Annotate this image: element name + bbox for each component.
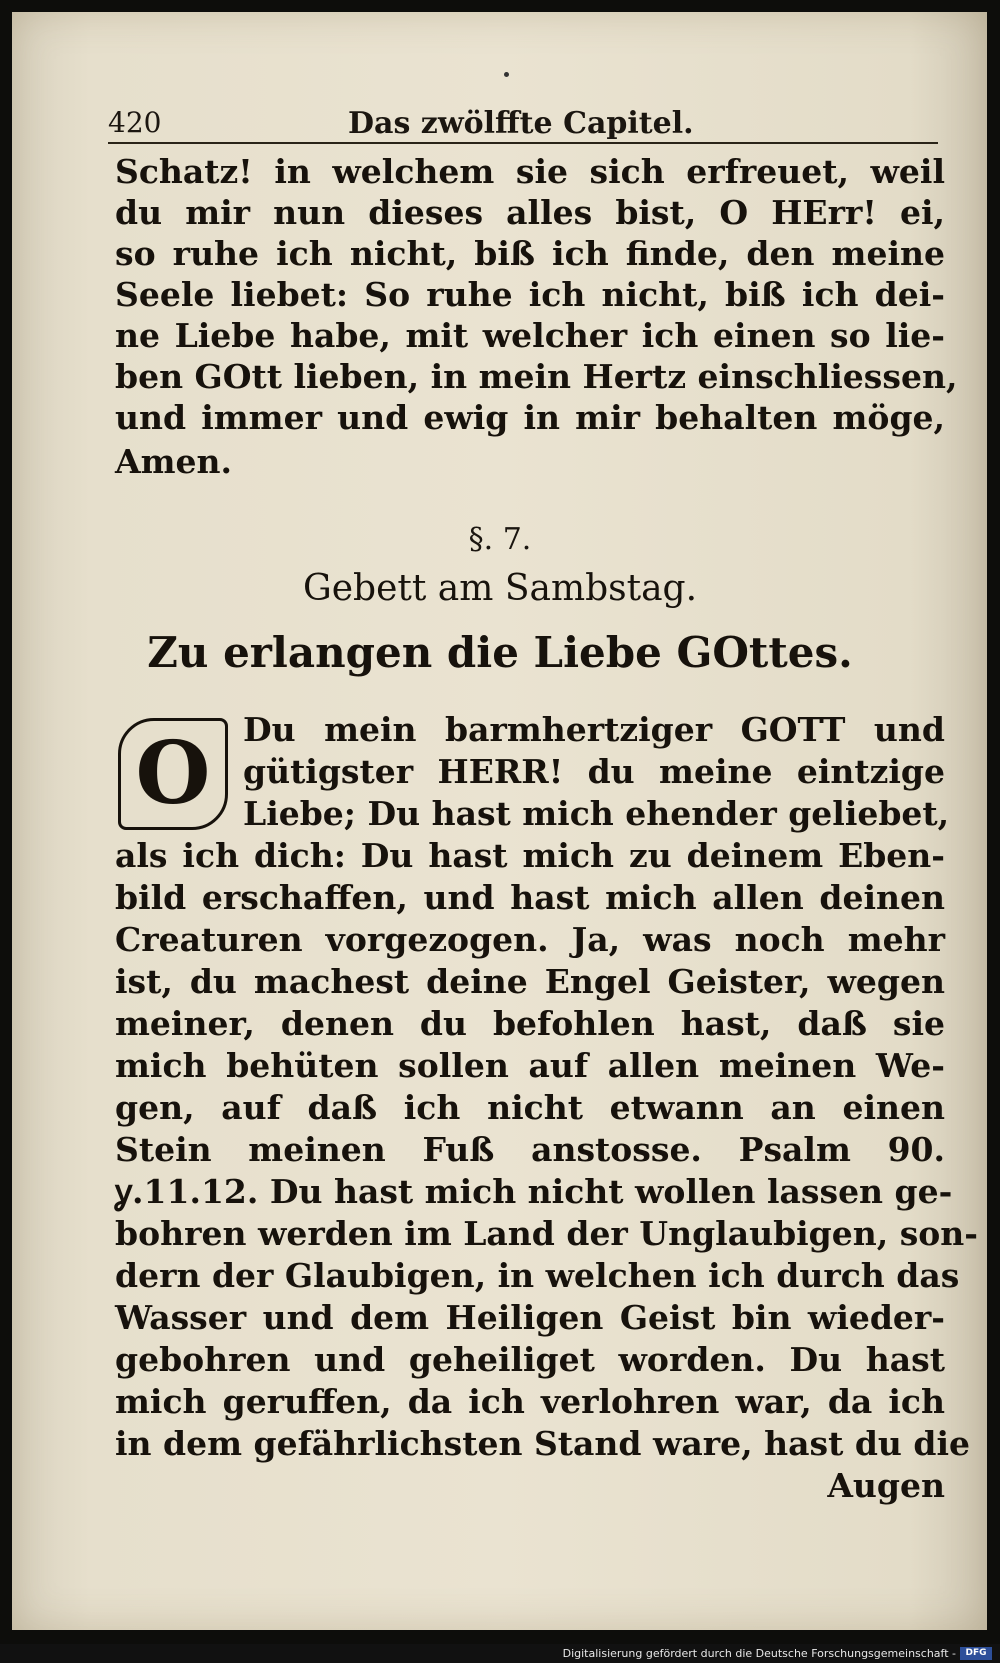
text-line: Du mein barmhertziger GOTT und bbox=[243, 710, 945, 749]
text-line: Wasser und dem Heiligen Geist bin wieder- bbox=[115, 1298, 945, 1337]
footer-credit: Digitalisierung gefördert durch die Deutsche Forschungsgemeinschaft - bbox=[562, 1647, 956, 1660]
text-line: dern der Glaubigen, in welchen ich durch das bbox=[115, 1256, 960, 1295]
text-line: Amen. bbox=[115, 442, 232, 481]
text-line: mich behüten sollen auf allen meinen We- bbox=[115, 1046, 945, 1085]
text-line: Schatz! in welchem sie sich erfreuet, weil bbox=[115, 152, 945, 191]
text-line: ne Liebe habe, mit welcher ich einen so lie- bbox=[115, 316, 945, 355]
text-line: gütigster HERR! du meine eintzige bbox=[243, 752, 945, 791]
text-line: ben GOtt lieben, in mein Hertz einschliessen, bbox=[115, 357, 958, 396]
section-number: §. 7. bbox=[468, 522, 532, 557]
text-line: Liebe; Du hast mich ehender geliebet, bbox=[243, 794, 950, 833]
decorated-initial bbox=[118, 718, 228, 830]
text-line: du mir nun dieses alles bist, O HErr! ei, bbox=[115, 193, 945, 232]
text-line: gen, auf daß ich nicht etwann an einen bbox=[115, 1088, 945, 1127]
running-head: Das zwölffte Capitel. bbox=[348, 106, 694, 141]
text-line: Creaturen vorgezogen. Ja, was noch mehr bbox=[115, 920, 945, 959]
dfg-logo: DFG bbox=[960, 1647, 992, 1660]
text-line: mich geruffen, da ich verlohren war, da ich bbox=[115, 1382, 945, 1421]
text-line: bild erschaffen, und hast mich allen deinen bbox=[115, 878, 945, 917]
text-line: und immer und ewig in mir behalten möge, bbox=[115, 398, 945, 437]
text-line: ỿ.11.12. Du hast mich nicht wollen lassen ge- bbox=[115, 1172, 953, 1211]
header-rule bbox=[108, 142, 938, 144]
page-number: 420 bbox=[108, 106, 162, 139]
text-line: in dem gefährlichsten Stand ware, hast du die bbox=[115, 1424, 970, 1463]
text-line: gebohren und geheiliget worden. Du hast bbox=[115, 1340, 945, 1379]
text-line: so ruhe ich nicht, biß ich finde, den meine bbox=[115, 234, 945, 273]
page-header bbox=[108, 106, 938, 142]
text-line: Seele liebet: So ruhe ich nicht, biß ich dei- bbox=[115, 275, 945, 314]
text-line: ist, du machest deine Engel Geister, wegen bbox=[115, 962, 945, 1001]
page-speck bbox=[504, 72, 509, 77]
text-line: meiner, denen du befohlen hast, daß sie bbox=[115, 1004, 945, 1043]
catchword: Augen bbox=[827, 1466, 945, 1505]
initial-letter: O bbox=[135, 723, 211, 824]
text-line: bohren werden im Land der Unglaubigen, son- bbox=[115, 1214, 978, 1253]
text-line: als ich dich: Du hast mich zu deinem Eben- bbox=[115, 836, 945, 875]
section-subtitle: Zu erlangen die Liebe GOttes. bbox=[147, 628, 853, 677]
section-title: Gebett am Sambstag. bbox=[302, 568, 698, 609]
text-line: Stein meinen Fuß anstosse. Psalm 90. bbox=[115, 1130, 945, 1169]
